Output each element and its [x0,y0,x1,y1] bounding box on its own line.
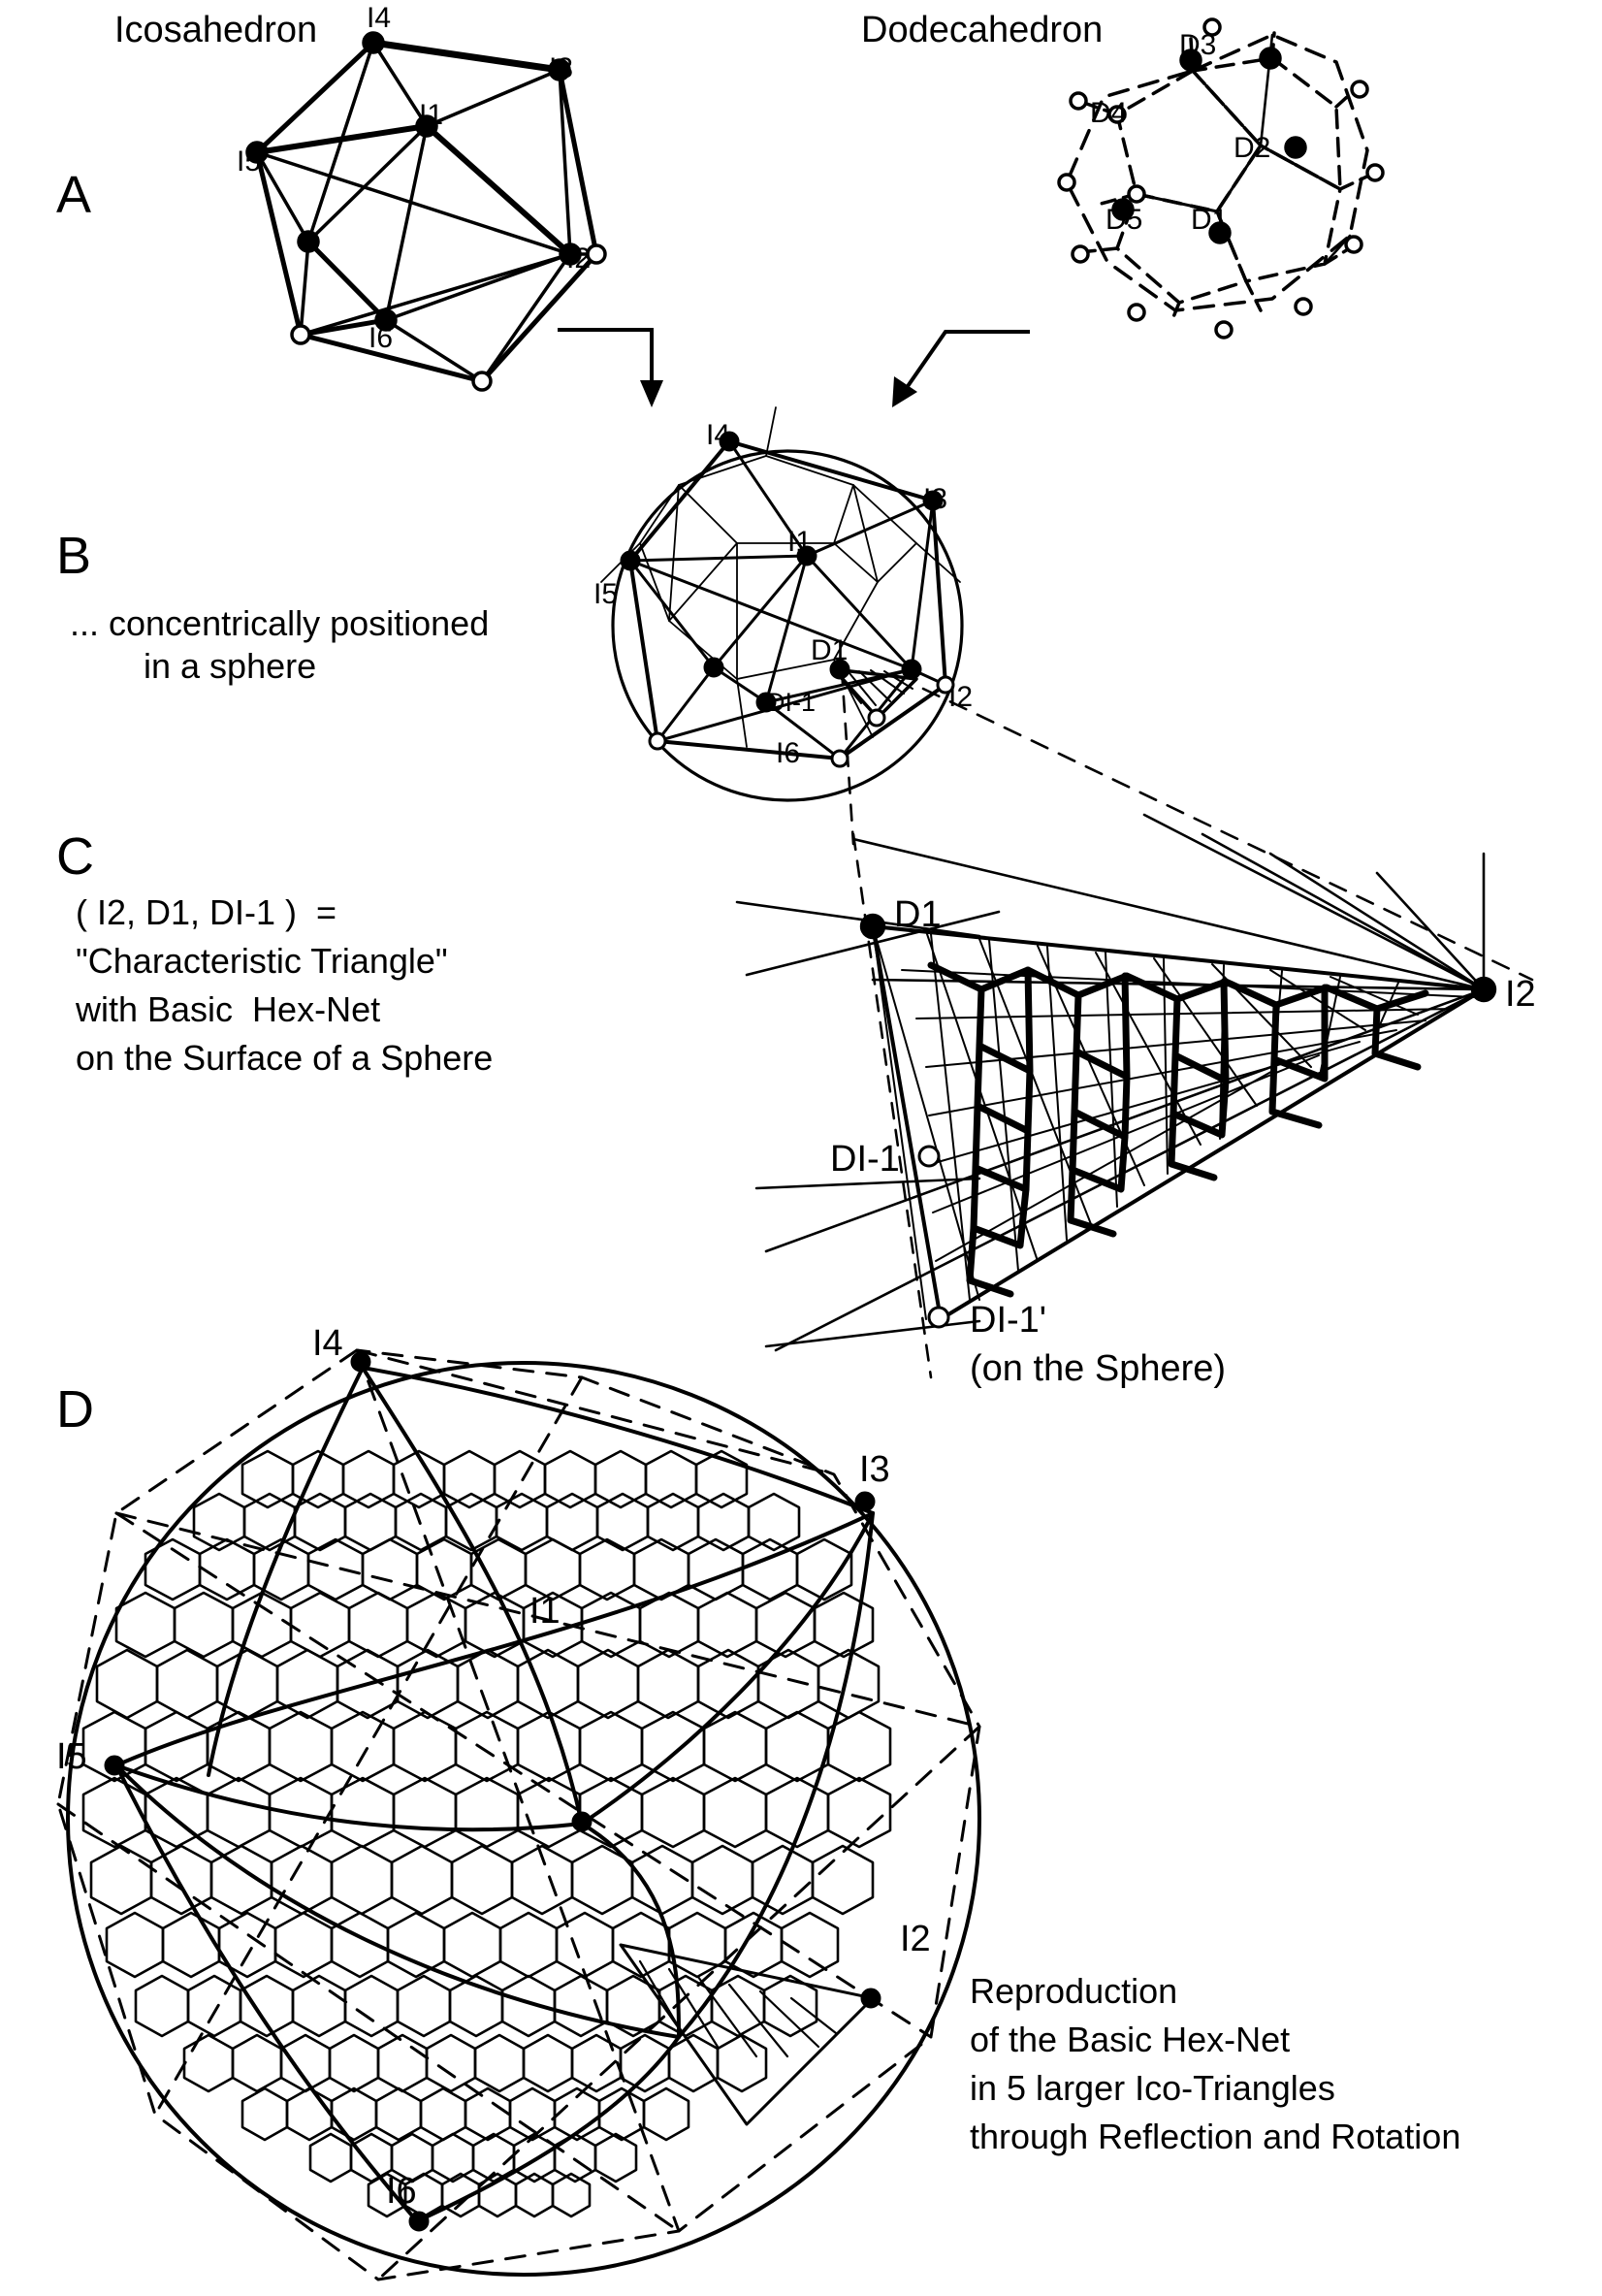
vertex-label-i5-a: I5 [237,146,262,178]
vertex-label-i3-a: I3 [549,52,574,84]
vertex-label-d2: D2 [1234,132,1271,164]
vertex-label-d4: D4 [1090,97,1128,129]
vertex-label-d1-b: D1 [811,634,849,666]
vertex-label-i2-d: I2 [900,1919,931,1959]
caption-d-line4: through Reflection and Rotation [970,2117,1461,2156]
caption-d-line2: of the Basic Hex-Net [970,2020,1291,2059]
vertex-label-i1-d: I1 [529,1591,561,1632]
caption-c-line3: with Basic Hex-Net [76,989,381,1029]
arrow-dodecahedron-to-sphere [892,332,1030,407]
vertex-label-d5: D5 [1105,204,1143,236]
panel-letter-b: B [56,527,92,585]
caption-c-line1: ( I2, D1, DI-1 ) = [76,892,337,932]
heading-dodecahedron: Dodecahedron [861,10,1104,50]
vertex-label-i1-b: I1 [787,526,813,558]
vertex-label-di1-prime: DI-1' [970,1300,1047,1341]
vertex-label-i1-a: I1 [419,99,444,131]
caption-b-line2: in a sphere [144,646,317,686]
vertex-label-i5-b: I5 [593,578,619,610]
caption-on-the-sphere: (on the Sphere) [970,1348,1227,1389]
vertex-label-i2-b: I2 [948,681,974,713]
vertex-label-i4-a: I4 [367,2,392,34]
heading-icosahedron: Icosahedron [114,10,318,50]
vertex-label-i4-d: I4 [312,1323,343,1364]
panel-letter-d: D [56,1380,94,1439]
caption-d-line1: Reproduction [970,1971,1178,2011]
vertex-label-i3-b: I3 [923,483,948,515]
vertex-label-i3-d: I3 [859,1449,890,1490]
vertex-label-i5-d: I5 [56,1736,87,1777]
caption-c-line2: "Characteristic Triangle" [76,941,448,981]
vertex-label-d3: D3 [1179,29,1217,61]
characteristic-triangle-drawing [737,815,1495,1377]
geodesic-hex-sphere-drawing [58,1350,979,2280]
vertex-label-di1-c: DI-1 [830,1139,900,1180]
vertex-label-i4-b: I4 [706,419,731,451]
vertex-label-d1-a: D1 [1191,204,1229,236]
vertex-label-i2-c: I2 [1505,974,1536,1015]
caption-d-line3: in 5 larger Ico-Triangles [970,2068,1335,2108]
arrow-icosahedron-to-sphere [558,330,663,407]
vertex-label-i6-a: I6 [368,322,394,354]
panel-letter-c: C [56,827,94,886]
vertex-label-di1-b: DI-1 [766,688,817,717]
vertex-label-i6-b: I6 [776,737,801,769]
panel-letter-a: A [56,166,92,224]
dodecahedron-drawing [1059,19,1383,338]
caption-c-line4: on the Surface of a Sphere [76,1038,494,1078]
concentric-sphere-drawing [601,407,1532,980]
vertex-label-i6-d: I6 [386,2171,417,2212]
vertex-label-i2-a: I2 [566,243,592,275]
vertex-label-d1-c: D1 [894,894,942,935]
caption-b-line1: ... concentrically positioned [70,603,490,643]
